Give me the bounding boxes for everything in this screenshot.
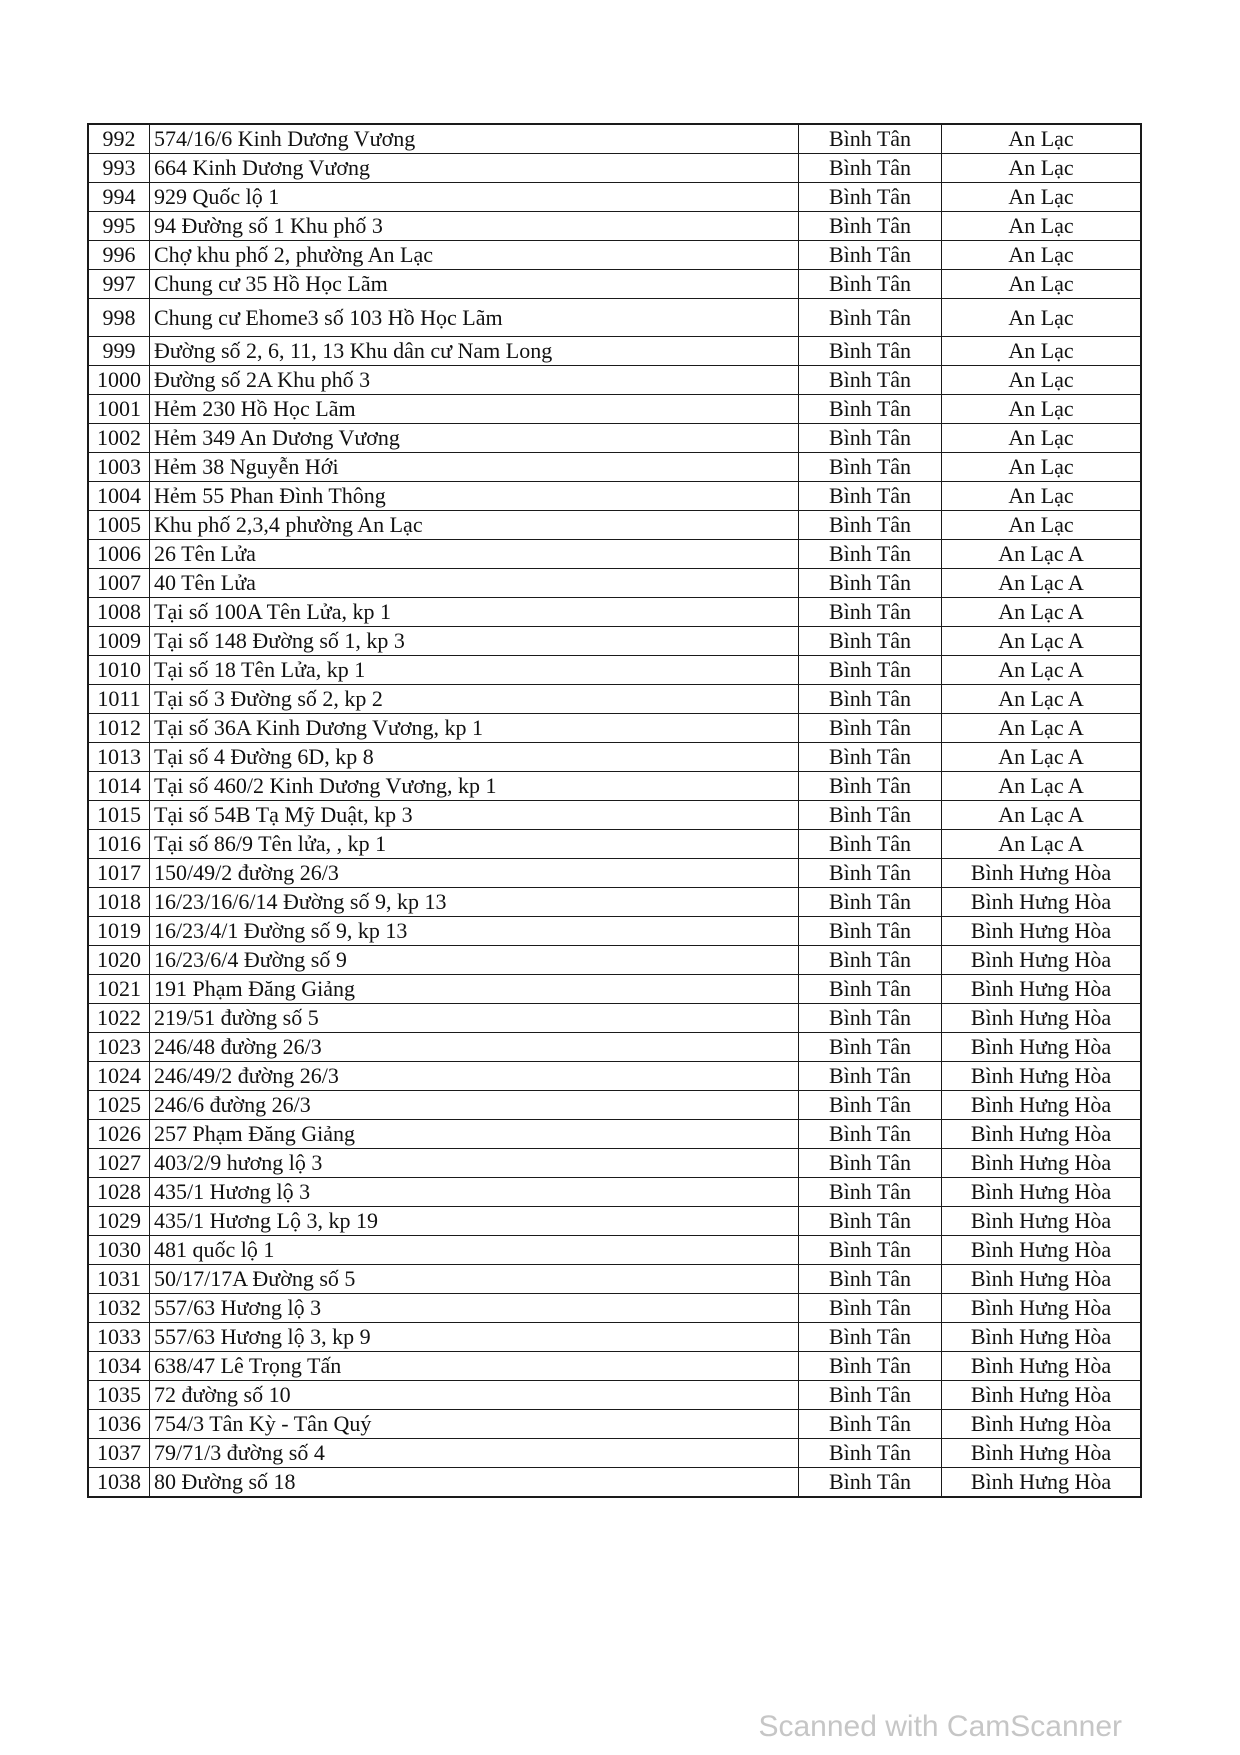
ward-cell: Bình Hưng Hòa (942, 1439, 1142, 1468)
address-cell: Khu phố 2,3,4 phường An Lạc (150, 511, 799, 540)
address-cell: Chợ khu phố 2, phường An Lạc (150, 241, 799, 270)
row-number-cell: 998 (88, 299, 150, 337)
district-cell: Bình Tân (799, 569, 942, 598)
ward-cell: An Lạc A (942, 569, 1142, 598)
table-row (88, 569, 1141, 598)
address-cell: 50/17/17A Đường số 5 (150, 1265, 799, 1294)
ward-cell: An Lạc (942, 337, 1142, 366)
row-number-cell: 1035 (88, 1381, 150, 1410)
row-number-cell: 994 (88, 183, 150, 212)
address-cell: Tại số 460/2 Kinh Dương Vương, kp 1 (150, 772, 799, 801)
row-number-cell: 992 (88, 124, 150, 154)
ward-cell: An Lạc A (942, 830, 1142, 859)
row-number-cell: 1005 (88, 511, 150, 540)
district-cell: Bình Tân (799, 598, 942, 627)
ward-cell: Bình Hưng Hòa (942, 1207, 1142, 1236)
address-cell: Tại số 86/9 Tên lửa, , kp 1 (150, 830, 799, 859)
address-cell: 72 đường số 10 (150, 1381, 799, 1410)
district-cell: Bình Tân (799, 424, 942, 453)
district-cell: Bình Tân (799, 656, 942, 685)
row-number-cell: 1007 (88, 569, 150, 598)
table-row (88, 1033, 1141, 1062)
table-row (88, 1062, 1141, 1091)
table-row (88, 1091, 1141, 1120)
table-row (88, 1149, 1141, 1178)
district-cell: Bình Tân (799, 1381, 942, 1410)
row-number-cell: 1018 (88, 888, 150, 917)
row-number-cell: 1003 (88, 453, 150, 482)
row-number-cell: 1006 (88, 540, 150, 569)
row-number-cell: 995 (88, 212, 150, 241)
ward-cell: An Lạc (942, 270, 1142, 299)
ward-cell: Bình Hưng Hòa (942, 1091, 1142, 1120)
district-cell: Bình Tân (799, 830, 942, 859)
table-row (88, 772, 1141, 801)
row-number-cell: 1029 (88, 1207, 150, 1236)
row-number-cell: 1011 (88, 685, 150, 714)
address-cell: Tại số 18 Tên Lửa, kp 1 (150, 656, 799, 685)
address-cell: 16/23/6/4 Đường số 9 (150, 946, 799, 975)
address-cell: Tại số 100A Tên Lửa, kp 1 (150, 598, 799, 627)
ward-cell: Bình Hưng Hòa (942, 1178, 1142, 1207)
row-number-cell: 1031 (88, 1265, 150, 1294)
table-row (88, 241, 1141, 270)
district-cell: Bình Tân (799, 1468, 942, 1498)
row-number-cell: 1021 (88, 975, 150, 1004)
ward-cell: Bình Hưng Hòa (942, 1236, 1142, 1265)
table-row (88, 1207, 1141, 1236)
address-cell: Hẻm 230 Hồ Học Lãm (150, 395, 799, 424)
row-number-cell: 1020 (88, 946, 150, 975)
address-cell: 246/48 đường 26/3 (150, 1033, 799, 1062)
table-row (88, 1120, 1141, 1149)
address-table (87, 123, 1142, 1498)
table-row (88, 1468, 1141, 1498)
table-row (88, 453, 1141, 482)
address-cell: 754/3 Tân Kỳ - Tân Quý (150, 1410, 799, 1439)
address-cell: Chung cư 35 Hồ Học Lãm (150, 270, 799, 299)
ward-cell: Bình Hưng Hòa (942, 1323, 1142, 1352)
ward-cell: An Lạc (942, 212, 1142, 241)
ward-cell: An Lạc (942, 183, 1142, 212)
ward-cell: Bình Hưng Hòa (942, 1033, 1142, 1062)
ward-cell: Bình Hưng Hòa (942, 1062, 1142, 1091)
address-cell: 929 Quốc lộ 1 (150, 183, 799, 212)
address-cell: 435/1 Hương lộ 3 (150, 1178, 799, 1207)
district-cell: Bình Tân (799, 1207, 942, 1236)
ward-cell: Bình Hưng Hòa (942, 1265, 1142, 1294)
district-cell: Bình Tân (799, 743, 942, 772)
table-row (88, 1410, 1141, 1439)
ward-cell: Bình Hưng Hòa (942, 1381, 1142, 1410)
table-row (88, 801, 1141, 830)
district-cell: Bình Tân (799, 888, 942, 917)
district-cell: Bình Tân (799, 1033, 942, 1062)
ward-cell: An Lạc (942, 511, 1142, 540)
district-cell: Bình Tân (799, 1004, 942, 1033)
row-number-cell: 1009 (88, 627, 150, 656)
address-cell: Tại số 148 Đường số 1, kp 3 (150, 627, 799, 656)
table-row (88, 1178, 1141, 1207)
district-cell: Bình Tân (799, 1352, 942, 1381)
table-row (88, 685, 1141, 714)
address-cell: Tại số 3 Đường số 2, kp 2 (150, 685, 799, 714)
table-row (88, 424, 1141, 453)
ward-cell: An Lạc (942, 299, 1142, 337)
table-row (88, 598, 1141, 627)
address-cell: Tại số 36A Kinh Dương Vương, kp 1 (150, 714, 799, 743)
district-cell: Bình Tân (799, 772, 942, 801)
district-cell: Bình Tân (799, 1149, 942, 1178)
table-row (88, 1294, 1141, 1323)
ward-cell: An Lạc A (942, 656, 1142, 685)
table-row (88, 1323, 1141, 1352)
table-row (88, 183, 1141, 212)
address-cell: Chung cư Ehome3 số 103 Hồ Học Lãm (150, 299, 799, 337)
row-number-cell: 999 (88, 337, 150, 366)
ward-cell: An Lạc A (942, 743, 1142, 772)
district-cell: Bình Tân (799, 1236, 942, 1265)
table-row (88, 1004, 1141, 1033)
ward-cell: An Lạc (942, 424, 1142, 453)
district-cell: Bình Tân (799, 299, 942, 337)
row-number-cell: 1026 (88, 1120, 150, 1149)
table-row (88, 395, 1141, 424)
district-cell: Bình Tân (799, 1410, 942, 1439)
ward-cell: An Lạc (942, 366, 1142, 395)
district-cell: Bình Tân (799, 946, 942, 975)
row-number-cell: 1023 (88, 1033, 150, 1062)
ward-cell: Bình Hưng Hòa (942, 1468, 1142, 1498)
ward-cell: An Lạc (942, 453, 1142, 482)
district-cell: Bình Tân (799, 395, 942, 424)
ward-cell: An Lạc A (942, 540, 1142, 569)
row-number-cell: 1015 (88, 801, 150, 830)
district-cell: Bình Tân (799, 801, 942, 830)
row-number-cell: 1030 (88, 1236, 150, 1265)
row-number-cell: 1012 (88, 714, 150, 743)
ward-cell: Bình Hưng Hòa (942, 888, 1142, 917)
table-row (88, 366, 1141, 395)
table-row (88, 917, 1141, 946)
ward-cell: Bình Hưng Hòa (942, 917, 1142, 946)
address-cell: Hẻm 55 Phan Đình Thông (150, 482, 799, 511)
district-cell: Bình Tân (799, 366, 942, 395)
row-number-cell: 1000 (88, 366, 150, 395)
address-cell: Hẻm 38 Nguyễn Hới (150, 453, 799, 482)
ward-cell: Bình Hưng Hòa (942, 1352, 1142, 1381)
table-row (88, 830, 1141, 859)
address-cell: 219/51 đường số 5 (150, 1004, 799, 1033)
row-number-cell: 1004 (88, 482, 150, 511)
table-row (88, 1381, 1141, 1410)
ward-cell: An Lạc (942, 124, 1142, 154)
table-row (88, 1265, 1141, 1294)
address-cell: 26 Tên Lửa (150, 540, 799, 569)
table-row (88, 124, 1141, 154)
ward-cell: Bình Hưng Hòa (942, 1149, 1142, 1178)
district-cell: Bình Tân (799, 1120, 942, 1149)
row-number-cell: 1032 (88, 1294, 150, 1323)
ward-cell: An Lạc (942, 241, 1142, 270)
row-number-cell: 1001 (88, 395, 150, 424)
district-cell: Bình Tân (799, 917, 942, 946)
ward-cell: An Lạc A (942, 714, 1142, 743)
address-cell: 664 Kinh Dương Vương (150, 154, 799, 183)
address-cell: 80 Đường số 18 (150, 1468, 799, 1498)
table-row (88, 337, 1141, 366)
row-number-cell: 1027 (88, 1149, 150, 1178)
address-cell: Đường số 2A Khu phố 3 (150, 366, 799, 395)
ward-cell: An Lạc (942, 482, 1142, 511)
ward-cell: An Lạc A (942, 685, 1142, 714)
address-cell: 557/63 Hương lộ 3, kp 9 (150, 1323, 799, 1352)
address-cell: 557/63 Hương lộ 3 (150, 1294, 799, 1323)
table-row (88, 888, 1141, 917)
address-cell: 246/6 đường 26/3 (150, 1091, 799, 1120)
address-cell: 638/47 Lê Trọng Tấn (150, 1352, 799, 1381)
table-row (88, 975, 1141, 1004)
address-table-body (88, 124, 1141, 1497)
table-row (88, 714, 1141, 743)
district-cell: Bình Tân (799, 714, 942, 743)
ward-cell: Bình Hưng Hòa (942, 1410, 1142, 1439)
ward-cell: Bình Hưng Hòa (942, 1294, 1142, 1323)
ward-cell: Bình Hưng Hòa (942, 975, 1142, 1004)
table-row (88, 859, 1141, 888)
table-row (88, 270, 1141, 299)
district-cell: Bình Tân (799, 1294, 942, 1323)
table-row (88, 1352, 1141, 1381)
table-row (88, 946, 1141, 975)
row-number-cell: 1017 (88, 859, 150, 888)
table-row (88, 212, 1141, 241)
row-number-cell: 1022 (88, 1004, 150, 1033)
district-cell: Bình Tân (799, 154, 942, 183)
address-cell: 150/49/2 đường 26/3 (150, 859, 799, 888)
address-cell: Hẻm 349 An Dương Vương (150, 424, 799, 453)
district-cell: Bình Tân (799, 975, 942, 1004)
row-number-cell: 1038 (88, 1468, 150, 1498)
table-row (88, 511, 1141, 540)
district-cell: Bình Tân (799, 124, 942, 154)
row-number-cell: 1019 (88, 917, 150, 946)
district-cell: Bình Tân (799, 337, 942, 366)
table-row (88, 1439, 1141, 1468)
address-cell: 246/49/2 đường 26/3 (150, 1062, 799, 1091)
address-cell: 481 quốc lộ 1 (150, 1236, 799, 1265)
row-number-cell: 1002 (88, 424, 150, 453)
table-row (88, 1236, 1141, 1265)
row-number-cell: 1010 (88, 656, 150, 685)
table-row (88, 482, 1141, 511)
row-number-cell: 1024 (88, 1062, 150, 1091)
camscanner-watermark: Scanned with CamScanner (758, 1710, 1122, 1743)
district-cell: Bình Tân (799, 1178, 942, 1207)
row-number-cell: 1013 (88, 743, 150, 772)
ward-cell: An Lạc (942, 154, 1142, 183)
district-cell: Bình Tân (799, 482, 942, 511)
ward-cell: An Lạc A (942, 801, 1142, 830)
table-row (88, 627, 1141, 656)
row-number-cell: 1034 (88, 1352, 150, 1381)
table-row (88, 743, 1141, 772)
district-cell: Bình Tân (799, 183, 942, 212)
district-cell: Bình Tân (799, 1265, 942, 1294)
district-cell: Bình Tân (799, 859, 942, 888)
ward-cell: Bình Hưng Hòa (942, 1120, 1142, 1149)
address-cell: 40 Tên Lửa (150, 569, 799, 598)
ward-cell: An Lạc A (942, 627, 1142, 656)
address-cell: 16/23/16/6/14 Đường số 9, kp 13 (150, 888, 799, 917)
address-cell: 79/71/3 đường số 4 (150, 1439, 799, 1468)
address-cell: 16/23/4/1 Đường số 9, kp 13 (150, 917, 799, 946)
district-cell: Bình Tân (799, 540, 942, 569)
district-cell: Bình Tân (799, 685, 942, 714)
district-cell: Bình Tân (799, 1062, 942, 1091)
table-row (88, 656, 1141, 685)
address-cell: Tại số 4 Đường 6D, kp 8 (150, 743, 799, 772)
district-cell: Bình Tân (799, 1091, 942, 1120)
address-cell: 403/2/9 hương lộ 3 (150, 1149, 799, 1178)
row-number-cell: 1016 (88, 830, 150, 859)
district-cell: Bình Tân (799, 212, 942, 241)
address-cell: Đường số 2, 6, 11, 13 Khu dân cư Nam Long (150, 337, 799, 366)
district-cell: Bình Tân (799, 270, 942, 299)
ward-cell: An Lạc (942, 395, 1142, 424)
district-cell: Bình Tân (799, 627, 942, 656)
address-cell: Tại số 54B Tạ Mỹ Duật, kp 3 (150, 801, 799, 830)
ward-cell: Bình Hưng Hòa (942, 859, 1142, 888)
ward-cell: An Lạc A (942, 772, 1142, 801)
row-number-cell: 1028 (88, 1178, 150, 1207)
row-number-cell: 997 (88, 270, 150, 299)
row-number-cell: 1025 (88, 1091, 150, 1120)
district-cell: Bình Tân (799, 1323, 942, 1352)
address-cell: 94 Đường số 1 Khu phố 3 (150, 212, 799, 241)
table-row (88, 154, 1141, 183)
ward-cell: An Lạc A (942, 598, 1142, 627)
district-cell: Bình Tân (799, 1439, 942, 1468)
district-cell: Bình Tân (799, 511, 942, 540)
row-number-cell: 1008 (88, 598, 150, 627)
address-cell: 574/16/6 Kinh Dương Vương (150, 124, 799, 154)
row-number-cell: 1036 (88, 1410, 150, 1439)
address-cell: 257 Phạm Đăng Giảng (150, 1120, 799, 1149)
row-number-cell: 1033 (88, 1323, 150, 1352)
row-number-cell: 993 (88, 154, 150, 183)
row-number-cell: 996 (88, 241, 150, 270)
table-row (88, 540, 1141, 569)
address-cell: 435/1 Hương Lộ 3, kp 19 (150, 1207, 799, 1236)
ward-cell: Bình Hưng Hòa (942, 946, 1142, 975)
row-number-cell: 1037 (88, 1439, 150, 1468)
district-cell: Bình Tân (799, 453, 942, 482)
district-cell: Bình Tân (799, 241, 942, 270)
ward-cell: Bình Hưng Hòa (942, 1004, 1142, 1033)
address-cell: 191 Phạm Đăng Giảng (150, 975, 799, 1004)
row-number-cell: 1014 (88, 772, 150, 801)
table-row (88, 299, 1141, 337)
